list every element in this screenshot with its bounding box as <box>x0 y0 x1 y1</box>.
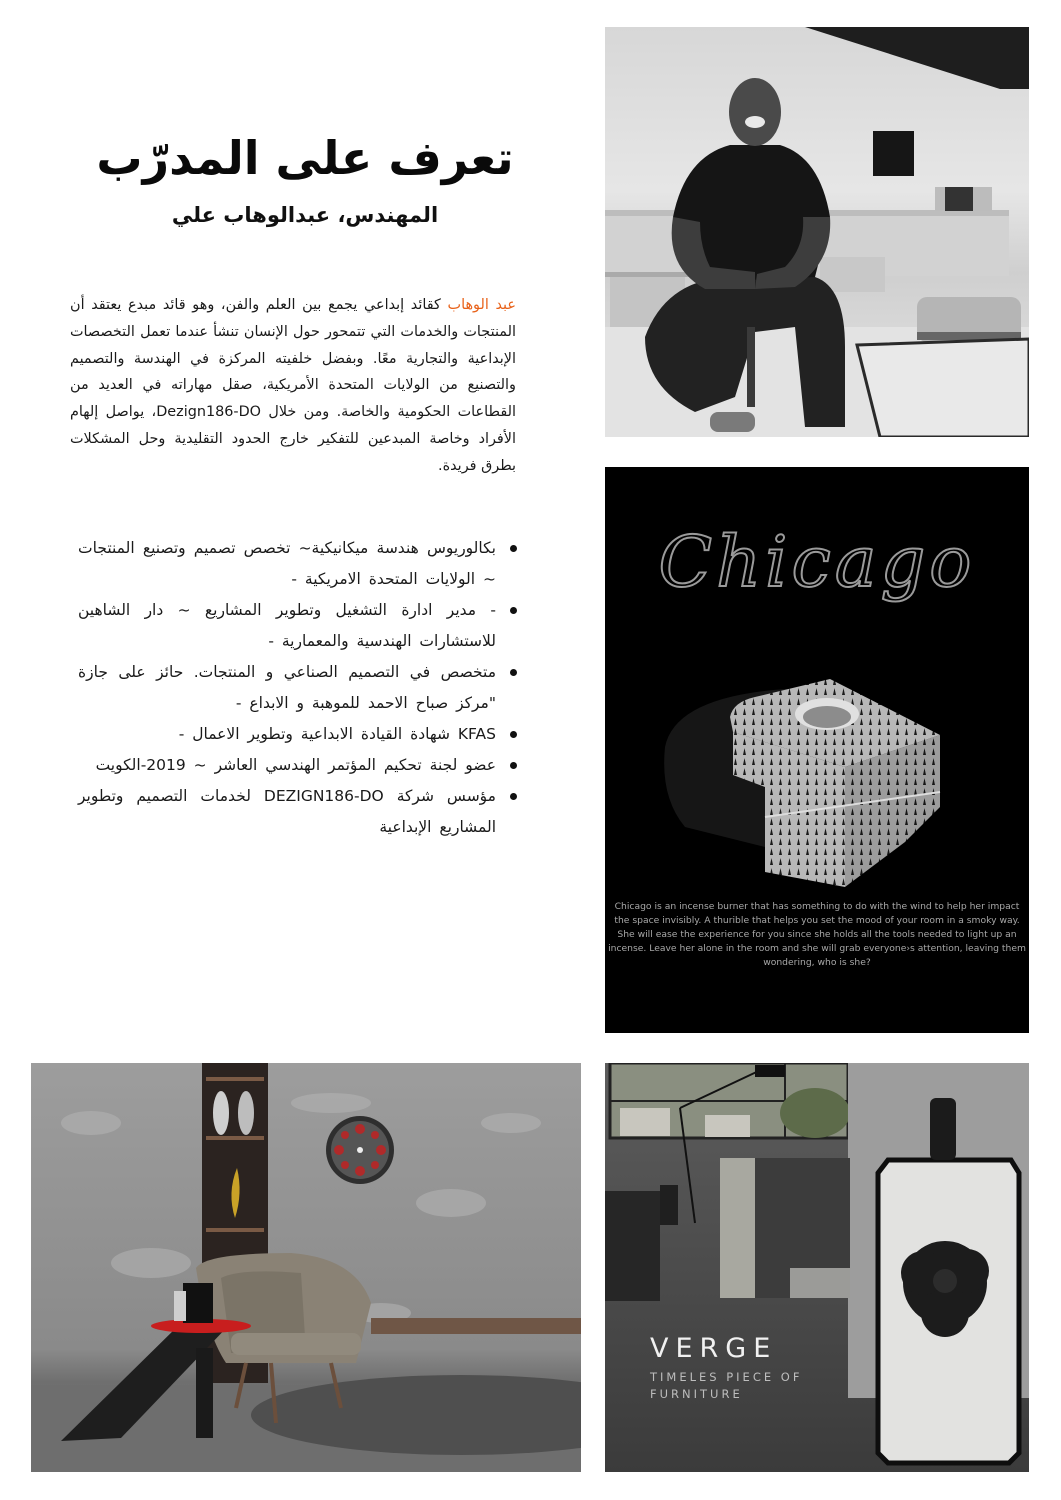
bullet-icon <box>510 731 517 738</box>
bio-paragraph <box>70 292 516 480</box>
credentials-list <box>78 533 523 843</box>
verge-illustration <box>605 1063 1029 1472</box>
bio-text: كقائد إبداعي يجمع بين العلم والفن، وهو قائد مبدع يعتقد أن المنتجات والخدمات التي تتمحور حول الإنسان تنشأ عندما تعمل التخصصات الإبداعية والتجارية معًا. وبفضل خلفيته المركزة في الهندسة والتصميم والتصنيع من الولايات المتحدة الأمريكية، صقل مهاراته في العديد من القطاعات الحكومية والخاصة. ومن خلال Dezign186-DO، يواصل إلهام الأفراد وخاصة المبدعين للتفكير خارج الحدود التقليدية وحل المشكلات بطرق فريدة. <box>70 297 516 474</box>
credential-item: عضو لجنة تحكيم المؤتمر الهندسي العاشر ~ 2019-الكويت <box>78 750 523 781</box>
bullet-icon <box>510 607 517 614</box>
living-room-render <box>31 1063 581 1472</box>
chicago-incense-burner-illustration <box>605 657 1029 887</box>
bullet-icon <box>510 762 517 769</box>
credential-item: متخصص في التصميم الصناعي و المنتجات. حائز على جازة "مركز صباح الاحمد للموهبة و الابداع - <box>78 657 523 719</box>
verge-tagline: TIMELES PIECE OF FURNITURE <box>650 1370 803 1401</box>
credential-item: مؤسس شركة DEZIGN186-DO لخدمات التصميم وتطوير المشاريع الإبداعية <box>78 781 523 843</box>
bio-highlight-name: عبد الوهاب <box>447 297 516 313</box>
room-illustration <box>31 1063 581 1472</box>
portrait-illustration <box>605 27 1029 437</box>
chicago-description: Chicago is an incense burner that has something to do with the wind to help her impact the space invisibly. A thurible that helps you set the mood of your room in a smoky way. She will ease the experience for you since she holds all the tools needed to light up an incense. Leave her alone in the room and she will grab everyone›s attention, leaving them wondering, who is she? <box>608 901 1026 968</box>
trainer-name: المهندس، عبدالوهاب علي <box>171 203 439 227</box>
trainer-portrait-photo <box>605 27 1029 437</box>
page-title: تعرف على المدرّب <box>96 131 514 185</box>
chicago-product-panel <box>605 467 1029 1033</box>
chicago-logotype: Chicago <box>658 521 976 603</box>
credential-item: - مدير ادارة التشغيل وتطوير المشاريع ~ دار الشاهين للاستشارات الهندسية والمعمارية - <box>78 595 523 657</box>
credential-item: بكالوريوس هندسة ميكانيكية~ تخصص تصميم وتصنيع المنتجات ~ الولايات المتحدة الامريكية - <box>78 533 523 595</box>
bullet-icon <box>510 793 517 800</box>
verge-product-panel <box>605 1063 1029 1472</box>
credential-item: KFAS شهادة القيادة الابداعية وتطوير الاعمال - <box>78 719 523 750</box>
bullet-icon <box>510 545 517 552</box>
bullet-icon <box>510 669 517 676</box>
verge-logotype: VERGE <box>650 1333 778 1364</box>
